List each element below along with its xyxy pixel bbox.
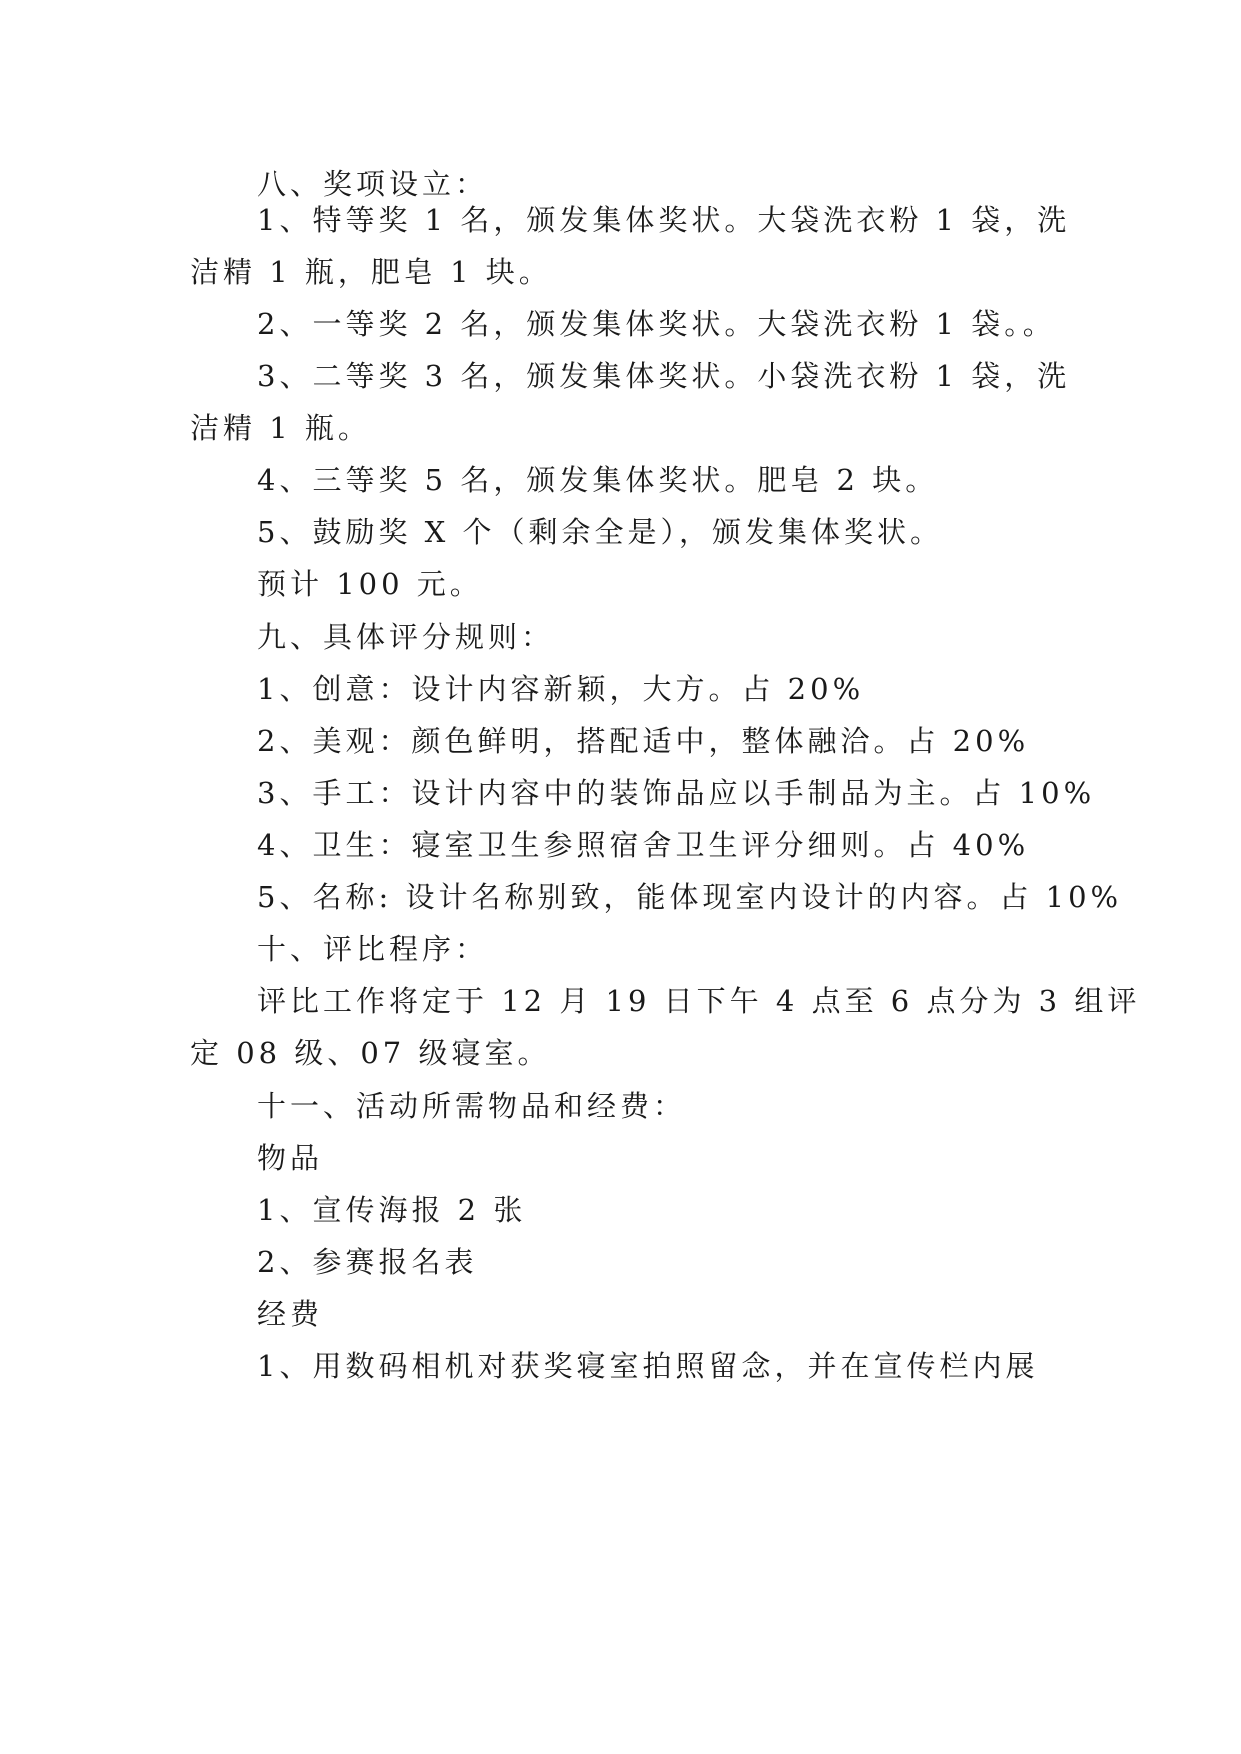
paragraph-line: 1、用数码相机对获奖寝室拍照留念，并在宣传栏内展 [257, 1349, 1039, 1383]
paragraph-line: 2、参赛报名表 [257, 1245, 478, 1279]
paragraph-line: 4、卫生：寝室卫生参照宿舍卫生评分细则。占 40% [257, 828, 1030, 862]
subheading-items: 物品 [257, 1141, 324, 1175]
paragraph-line: 5、鼓励奖 X 个（剩余全是），颁发集体奖状。 [257, 515, 944, 549]
paragraph-line: 洁精 1 瓶。 [190, 411, 371, 445]
paragraph-line: 1、特等奖 1 名，颁发集体奖状。大袋洗衣粉 1 袋，洗 [257, 203, 1071, 237]
section-heading-supplies: 十一、活动所需物品和经费： [257, 1089, 687, 1123]
paragraph-line: 洁精 1 瓶，肥皂 1 块。 [190, 255, 552, 289]
paragraph-line: 预计 100 元。 [257, 567, 483, 601]
paragraph-line: 4、三等奖 5 名，颁发集体奖状。肥皂 2 块。 [257, 463, 939, 497]
paragraph-line: 2、美观：颜色鲜明，搭配适中，整体融洽。占 20% [257, 724, 1030, 758]
paragraph-line: 2、一等奖 2 名，颁发集体奖状。大袋洗衣粉 1 袋。。 [257, 307, 1056, 341]
paragraph-line: 5、名称: 设计名称别致，能体现室内设计的内容。占 10% [257, 880, 1123, 914]
section-heading-awards: 八、奖项设立： [257, 167, 489, 201]
paragraph-line: 3、手工：设计内容中的装饰品应以手制品为主。占 10% [257, 776, 1096, 810]
paragraph-line: 1、创意：设计内容新颖，大方。占 20% [257, 672, 865, 706]
section-heading-procedure: 十、评比程序： [257, 932, 489, 966]
paragraph-line: 1、宣传海报 2 张 [257, 1193, 527, 1227]
paragraph-line: 3、二等奖 3 名，颁发集体奖状。小袋洗衣粉 1 袋，洗 [257, 359, 1071, 393]
subheading-funds: 经费 [257, 1297, 324, 1331]
paragraph-line: 定 08 级、07 级寝室。 [190, 1036, 551, 1070]
section-heading-scoring: 九、具体评分规则： [257, 620, 555, 654]
paragraph-line: 评比工作将定于 12 月 19 日下午 4 点至 6 点分为 3 组评 [257, 984, 1141, 1018]
